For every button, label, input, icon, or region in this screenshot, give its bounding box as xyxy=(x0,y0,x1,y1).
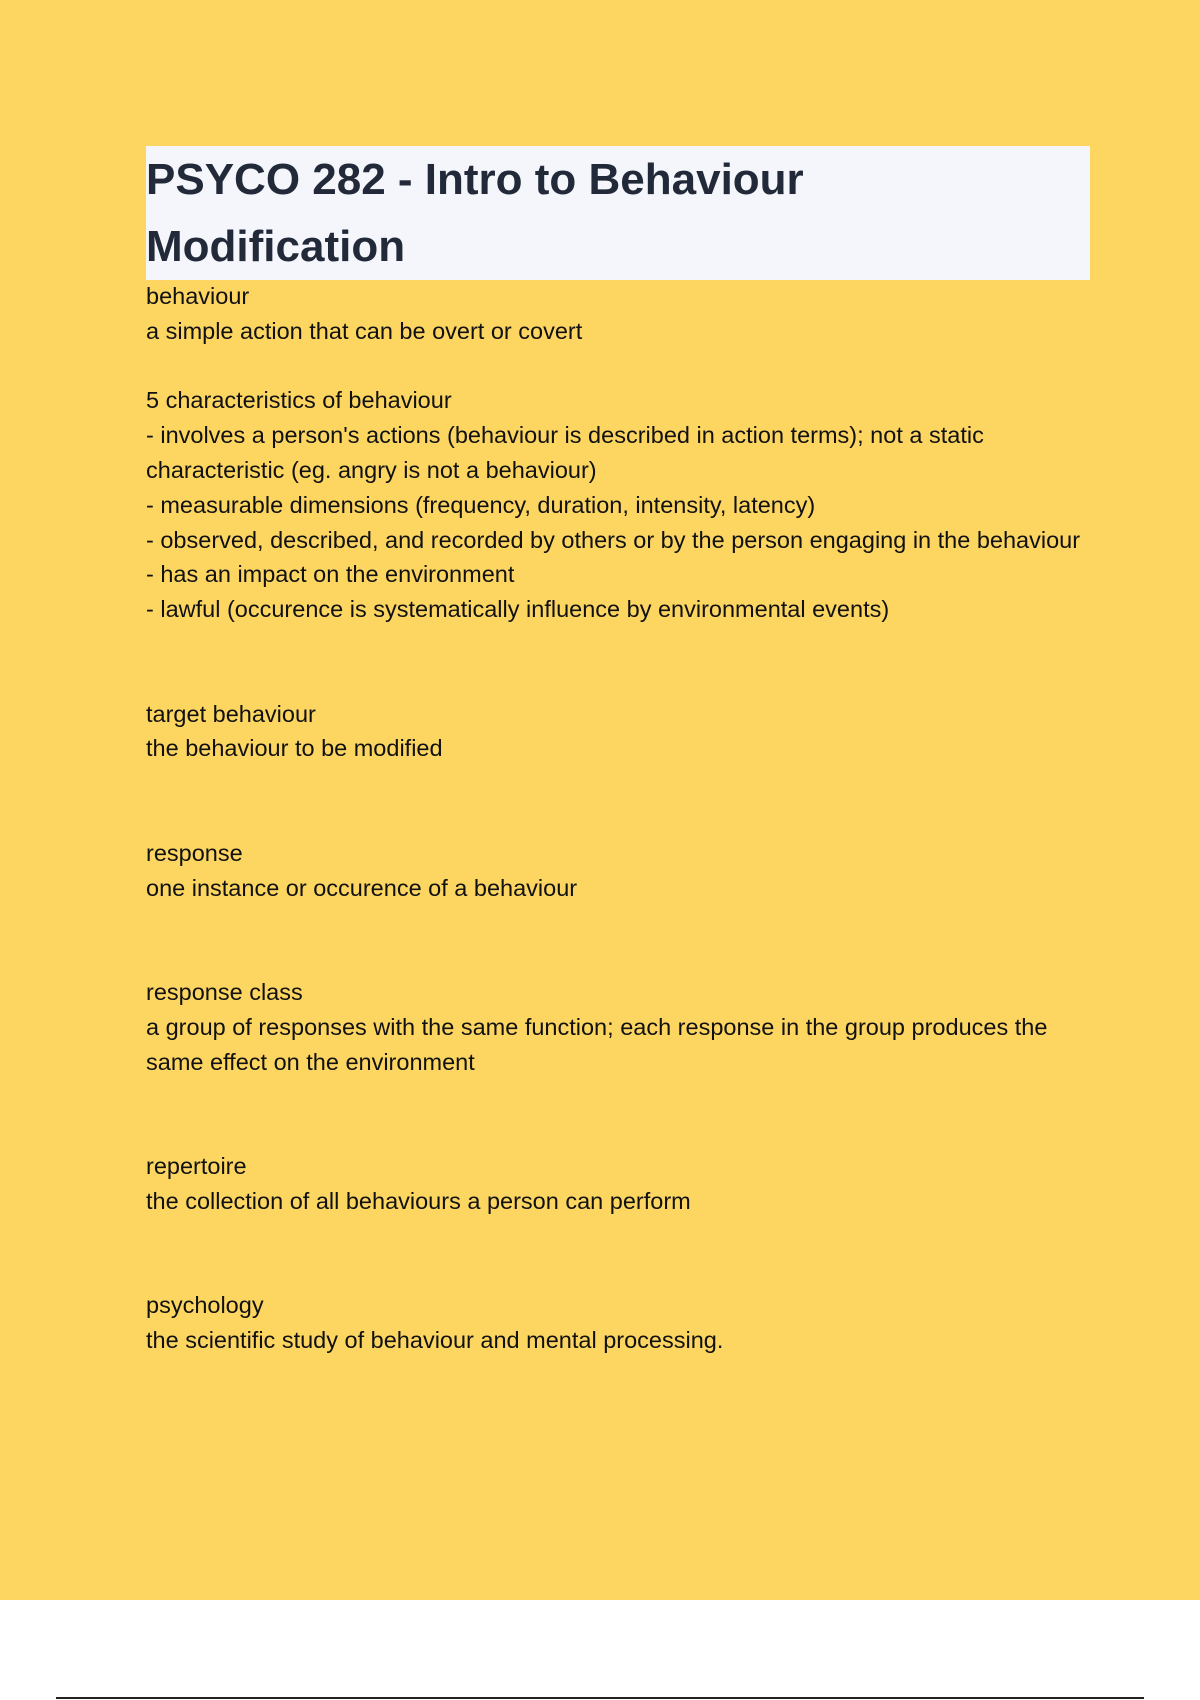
spacer xyxy=(146,1219,1096,1289)
entry-response xyxy=(146,836,1096,906)
spacer xyxy=(146,766,1096,836)
entry-term: repertoire xyxy=(146,1152,247,1179)
document-title xyxy=(146,146,1090,280)
list-item: - observed, described, and recorded by others or by the person engaging in the behaviour xyxy=(146,526,1081,553)
entry-definition: a group of responses with the same function; each response in the group produces the same effect on the environment xyxy=(146,1013,1054,1075)
entry-definition: a simple action that can be overt or covert xyxy=(146,317,583,344)
list-item: - involves a person's actions (behaviour is described in action terms); not a static characteristic (eg. angry is not a behaviour) xyxy=(146,422,984,483)
spacer xyxy=(146,1079,1096,1149)
entry-definition: the scientific study of behaviour and mental processing. xyxy=(146,1326,724,1353)
flashcard-list xyxy=(146,279,1096,1358)
entry-term: response xyxy=(146,839,243,866)
entry-target-behaviour xyxy=(146,697,1096,767)
footer-divider xyxy=(56,1697,1144,1699)
entry-repertoire xyxy=(146,1149,1096,1219)
title-line-2: Modification xyxy=(146,222,406,271)
entry-term: behaviour xyxy=(146,283,250,309)
entry-term: target behaviour xyxy=(146,700,316,727)
entry-term: response class xyxy=(146,978,303,1005)
entry-response-class xyxy=(146,975,1096,1079)
entry-term: 5 characteristics of behaviour xyxy=(146,387,452,414)
spacer xyxy=(146,627,1096,697)
entry-definition: the behaviour to be modified xyxy=(146,735,443,762)
title-line-1: PSYCO 282 - Intro to Behaviour xyxy=(146,155,804,204)
list-item: - has an impact on the environment xyxy=(146,561,515,588)
entry-definition: one instance or occurence of a behaviour xyxy=(146,874,578,901)
characteristics-list xyxy=(146,418,1096,627)
entry-psychology xyxy=(146,1288,1096,1358)
title-box xyxy=(146,146,1090,280)
spacer xyxy=(146,905,1096,975)
entry-characteristics xyxy=(146,383,1096,627)
entry-behaviour xyxy=(146,279,1096,349)
entry-definition: the collection of all behaviours a person can perform xyxy=(146,1187,691,1214)
spacer xyxy=(146,349,1096,384)
entry-term: psychology xyxy=(146,1292,264,1319)
list-item: - lawful (occurence is systematically influence by environmental events) xyxy=(146,596,890,623)
list-item: - measurable dimensions (frequency, duration, intensity, latency) xyxy=(146,491,816,518)
